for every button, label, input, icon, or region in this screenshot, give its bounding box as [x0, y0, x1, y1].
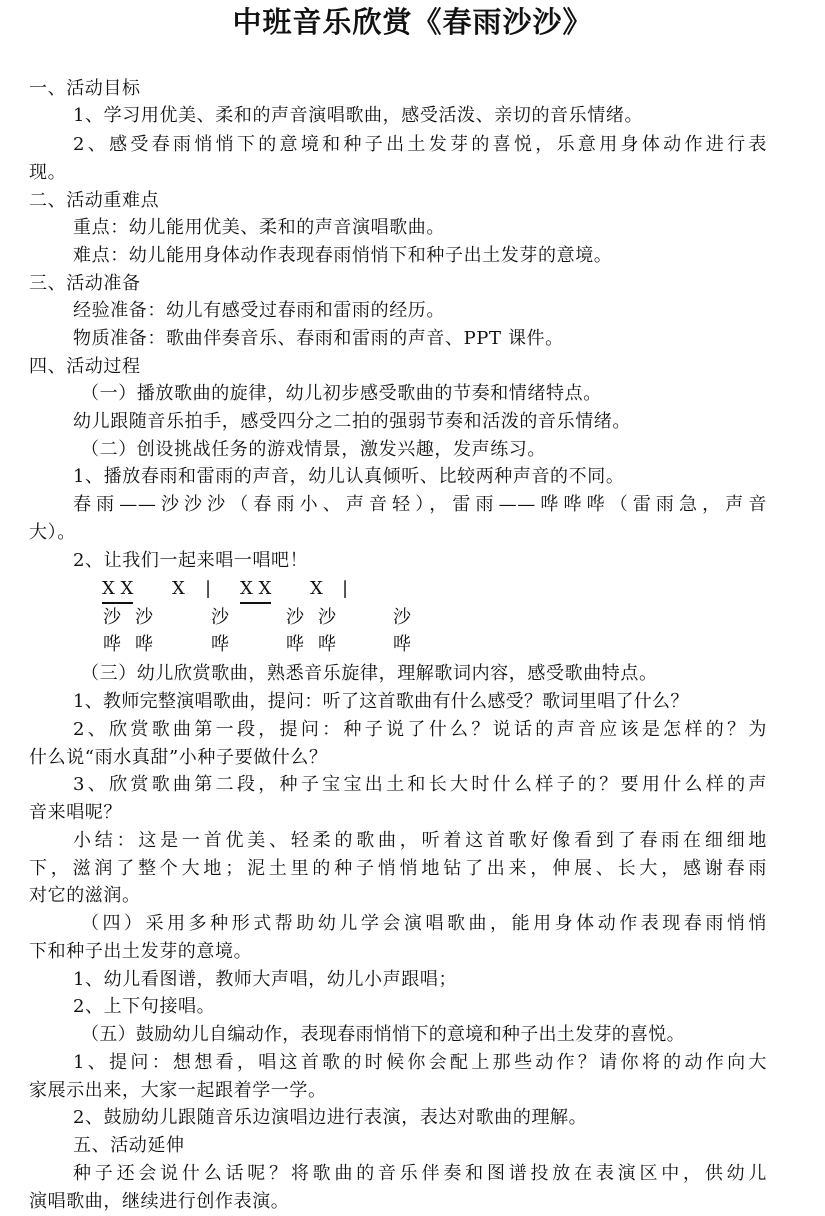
rhythm-bar-line-2: |	[342, 578, 349, 599]
material-preparation: 物质准备：歌曲伴奏音乐、春雨和雷雨的声音、PPT 课件。	[73, 328, 564, 349]
section-heading-goals: 一、活动目标	[29, 78, 141, 99]
rhythm-beat-1-quarter: X	[172, 578, 185, 599]
summary-line1: 小结：这是一首优美、轻柔的歌曲，听着这首歌好像看到了春雨在细细地	[73, 830, 767, 851]
lyric-syllable: 沙	[211, 607, 229, 628]
lyric-syllable: 哗	[135, 634, 153, 655]
goal-item-2-line1: 2、感受春雨悄悄下的意境和种子出土发芽的喜悦，乐意用身体动作进行表	[73, 134, 767, 155]
lyric-syllable: 沙	[318, 607, 336, 628]
process-step-4-item-2: 2、上下句接唱。	[73, 996, 216, 1017]
lyric-syllable: 哗	[103, 634, 121, 655]
process-step-5-item-2: 2、鼓励幼儿跟随音乐边演唱边进行表演，表达对歌曲的理解。	[73, 1107, 588, 1128]
process-step-2-item-2: 2、让我们一起来唱一唱吧！	[73, 550, 309, 571]
summary-line2: 下，滋润了整个大地；泥土里的种子悄悄地钻了出来，伸展、长大，感谢春雨	[29, 858, 767, 879]
process-step-3-item-3-line1: 3、欣赏歌曲第二段，种子宝宝出土和长大时什么样子的？要用什么样的声	[73, 774, 767, 795]
lyric-syllable: 沙	[393, 607, 411, 628]
process-step-5-item-1-line2: 家展示出来，大家一起跟着学一学。	[29, 1080, 327, 1101]
process-step-5-item-1-line1: 1、提问：想想看，唱这首歌的时候你会配上那些动作？请你将的动作向大	[73, 1052, 767, 1073]
process-step-3: （三）幼儿欣赏歌曲，熟悉音乐旋律，理解歌词内容，感受歌曲特点。	[81, 663, 658, 684]
difficult-point: 难点：幼儿能用身体动作表现春雨悄悄下和种子出土发芽的意境。	[73, 245, 613, 266]
lyric-syllable: 哗	[318, 634, 336, 655]
section-heading-extension: 五、活动延伸	[73, 1135, 185, 1156]
lyric-syllable: 哗	[393, 634, 411, 655]
lyric-syllable: 沙	[103, 607, 121, 628]
goal-item-2-line2: 现。	[29, 162, 67, 183]
process-step-2-item-1: 1、播放春雨和雷雨的声音，幼儿认真倾听、比较两种声音的不同。	[73, 466, 625, 487]
rain-sounds-line2: 大）。	[29, 522, 76, 543]
process-step-4-item-1: 1、幼儿看图谱，教师大声唱，幼儿小声跟唱；	[73, 969, 458, 990]
process-step-3-item-2-line2: 什么说“雨水真甜”小种子要做什么？	[29, 747, 328, 768]
process-step-3-item-1: 1、教师完整演唱歌曲，提问：听了这首歌曲有什么感受？歌词里唱了什么？	[73, 691, 689, 712]
process-step-4-line1: （四）采用多种形式帮助幼儿学会演唱歌曲，能用身体动作表现春雨悄悄	[81, 913, 767, 934]
rhythm-beat-2-quarter: X	[310, 578, 323, 599]
lyric-syllable: 沙	[286, 607, 304, 628]
process-step-1-text: 幼儿跟随音乐拍手，感受四分之二拍的强弱节奏和活泼的音乐情绪。	[73, 411, 631, 432]
section-heading-process: 四、活动过程	[29, 356, 141, 377]
lyric-syllable: 哗	[286, 634, 304, 655]
rhythm-beat-2-eighths: X X	[240, 577, 271, 604]
goal-item-1: 1、学习用优美、柔和的声音演唱歌曲，感受活泼、亲切的音乐情绪。	[73, 105, 644, 126]
lyric-syllable: 哗	[211, 634, 229, 655]
section-heading-preparation: 三、活动准备	[29, 273, 141, 294]
process-step-1: （一）播放歌曲的旋律，幼儿初步感受歌曲的节奏和情绪特点。	[81, 383, 602, 404]
rain-sounds-line1: 春雨——沙沙沙（春雨小、声音轻），雷雨——哗哗哗（雷雨急，声音	[73, 494, 767, 515]
extension-text-line1: 种子还会说什么话呢？将歌曲的音乐伴奏和图谱投放在表演区中，供幼儿	[73, 1163, 767, 1184]
key-point: 重点：幼儿能用优美、柔和的声音演唱歌曲。	[73, 217, 445, 238]
lyric-syllable: 沙	[135, 607, 153, 628]
process-step-4-line2: 下和种子出土发芽的意境。	[29, 941, 253, 962]
process-step-5: （五）鼓励幼儿自编动作，表现春雨悄悄下的意境和种子出土发芽的喜悦。	[81, 1024, 685, 1045]
section-heading-key-points: 二、活动重难点	[29, 190, 160, 211]
rhythm-beat-1-eighths: X X	[102, 577, 133, 604]
summary-line3: 对它的滋润。	[29, 885, 141, 906]
experience-preparation: 经验准备：幼儿有感受过春雨和雷雨的经历。	[73, 300, 445, 321]
process-step-2: （二）创设挑战任务的游戏情景，激发兴趣，发声练习。	[81, 439, 546, 460]
extension-text-line2: 演唱歌曲，继续进行创作表演。	[29, 1191, 290, 1212]
process-step-3-item-3-line2: 音来唱呢？	[29, 802, 122, 823]
rhythm-bar-line-1: |	[205, 578, 212, 599]
process-step-3-item-2-line1: 2、欣赏歌曲第一段，提问：种子说了什么？说话的声音应该是怎样的？为	[73, 719, 767, 740]
document-title: 中班音乐欣赏《春雨沙沙》	[232, 5, 593, 39]
